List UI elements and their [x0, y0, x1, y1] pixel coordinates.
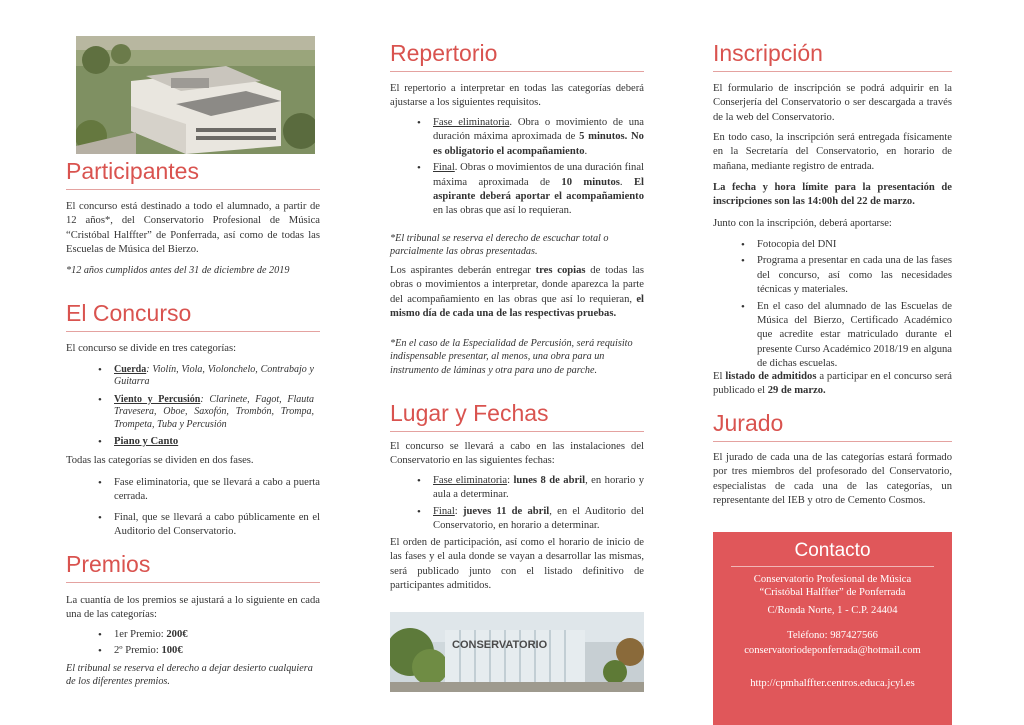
inscripcion-p4: Junto con la inscripción, deberá aportarse:	[713, 218, 892, 229]
list-item: • Fase eliminatoria, que se llevará a cabo a puerta cerrada.	[114, 476, 320, 505]
list-item: • Cuerda: Violín, Viola, Violonchelo, Contrabajo y Guitarra	[114, 364, 314, 389]
inscripcion-p2: En todo caso, la inscripción será entregada físicamente en la Secretaría del Conservatorio, en horario de mañana, mediante registro de entrada.	[713, 132, 952, 172]
list-item: • 2º Premio: 100€	[114, 644, 314, 658]
list-item: • Programa a presentar en cada una de las fases del concurso, así como las necesidades técnicas y materiales.	[757, 254, 952, 297]
heading-el-concurso: El Concurso	[66, 300, 320, 332]
conservatorio-facade-photo	[390, 612, 644, 692]
repertorio-intro: El repertorio a interpretar en todas las categorías deberá ajustarse a los siguientes requisitos.	[390, 83, 644, 109]
contact-address: C/Ronda Norte, 1 - C.P. 24404	[767, 605, 898, 616]
contact-divider	[731, 566, 934, 567]
list-item: • Fase eliminatoria. Obra o movimiento de una duración máxima aproximada de 5 minutos. No es obligatorio el acompañamiento.	[433, 116, 644, 159]
fases-intro: Todas las categorías se dividen en dos fases.	[66, 455, 254, 466]
heading-inscripcion: Inscripción	[713, 40, 952, 72]
contact-line-2: “Cristóbal Halffter” de Ponferrada	[759, 587, 906, 598]
inscripcion-p3: La fecha y hora límite para la presentación de inscripciones son las 14:00h del 22 de marzo.	[713, 182, 952, 208]
lugar-orden: El orden de participación, así como el horario de inicio de las fases y el aula donde se vayan a desarrollar las mismas, será publicado junto con el listado definitivo de participantes admitidos.	[390, 537, 644, 592]
repertorio-note-1: *El tribunal se reserva el derecho de escuchar total o parcialmente las obras presentadas.	[390, 233, 609, 258]
repertorio-note-2: *En el caso de la Especialidad de Percusión, será requisito indispensable presentar, al menos, una obra para un instrumento de láminas y otra para uno de parche.	[390, 338, 633, 376]
heading-participantes: Participantes	[66, 158, 320, 190]
facade-sign-text: CONSERVATORIO	[452, 639, 548, 651]
list-item: • En el caso del alumnado de las Escuelas de Música del Bierzo, Certificado Académico que acredite estar matriculado durante el presente Curso Académico 2018/19 en alguna de dichas escuelas.	[757, 300, 952, 372]
participantes-note: *12 años cumplidos antes del 31 de diciembre de 2019	[66, 265, 290, 276]
building-aerial-photo	[76, 36, 315, 154]
premios-note: El tribunal se reserva el derecho a dejar desierto cualquiera de los diferentes premios.	[66, 663, 313, 688]
repertorio-list	[433, 116, 644, 219]
participantes-text: El concurso está destinado a todo el alumnado, a partir de 12 años*, del Conservatorio Profesional de Música “Cristóbal Halffter” de Ponferrada, así como de todas las Escuelas de Música del Bierzo.	[66, 201, 320, 256]
list-item: • Final. Obras o movimientos de una duración final máxima aproximada de 10 minutos. El aspirante deberá aportar el acompañamiento en las obras que así lo requieran.	[433, 161, 644, 219]
jurado-text: El jurado de cada una de las categorías estará formado por tres miembros del profesorado del Conservatorio, especialistas de cada una de las categorías, un representante del IEB y otro de Cemento Cosmos.	[713, 452, 952, 507]
category-list	[114, 364, 314, 449]
contact-phone: Teléfono: 987427566	[787, 630, 878, 641]
list-item: • Fase eliminatoria: lunes 8 de abril, en horario y aula a determinar.	[433, 474, 644, 503]
lugar-intro: El concurso se llevará a cabo en las instalaciones del Conservatorio en las siguientes fechas:	[390, 441, 644, 467]
premios-intro: La cuantía de los premios se ajustará a lo siguiente en cada una de las categorías:	[66, 595, 320, 621]
contact-title: Contacto	[794, 540, 871, 561]
heading-lugar-y-fechas: Lugar y Fechas	[390, 400, 644, 432]
list-item: • Piano y Canto	[114, 435, 314, 449]
documentos-list	[757, 238, 952, 372]
contact-web-link[interactable]: http://cpmhalffter.centros.educa.jcyl.es	[750, 678, 915, 689]
list-item: • 1er Premio: 200€	[114, 628, 314, 642]
heading-jurado: Jurado	[713, 410, 952, 442]
concurso-intro: El concurso se divide en tres categorías:	[66, 343, 237, 354]
contact-box	[713, 532, 952, 725]
list-item: • Fotocopia del DNI	[757, 238, 952, 252]
premios-list	[114, 628, 314, 659]
inscripcion-listado: El listado de admitidos a participar en el concurso será publicado el 29 de marzo.	[713, 371, 952, 397]
repertorio-copias: Los aspirantes deberán entregar tres copias de todas las obras o movimientos a interpretar, donde aparezca la parte del acompañamiento en las obras que así lo requieran, el mismo día de cada una de las respectivas pruebas.	[390, 265, 644, 320]
list-item: • Viento y Percusión: Clarinete, Fagot, Flauta Travesera, Oboe, Saxofón, Trombón, Trompa, Trompeta, Tuba y Percusión	[114, 394, 314, 431]
heading-repertorio: Repertorio	[390, 40, 644, 72]
list-item: • Final, que se llevará a cabo públicamente en el Auditorio del Conservatorio.	[114, 511, 320, 540]
inscripcion-p1: El formulario de inscripción se podrá adquirir en la Conserjería del Conservatorio o ser descargada a través de la web del Conservatorio.	[713, 83, 952, 123]
contact-line-1: Conservatorio Profesional de Música	[753, 574, 912, 585]
contact-email-link[interactable]: conservatoriodeponferrada@hotmail.com	[744, 645, 921, 656]
list-item: • Final: jueves 11 de abril, en el Auditorio del Conservatorio, en horario a determinar.	[433, 505, 644, 534]
fechas-list	[433, 474, 644, 534]
fases-list	[114, 476, 320, 540]
heading-premios: Premios	[66, 551, 320, 583]
